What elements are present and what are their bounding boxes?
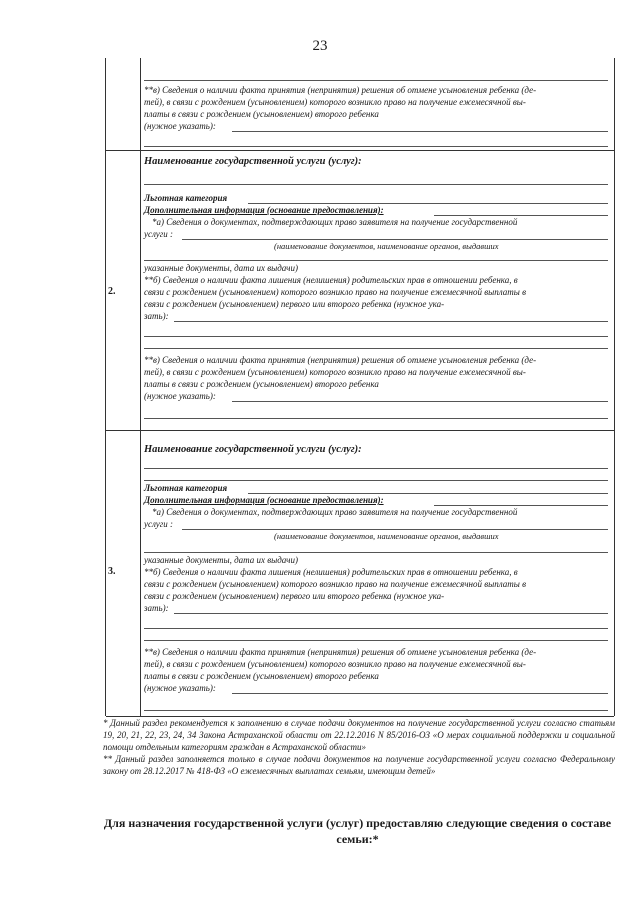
fill-line[interactable] bbox=[232, 131, 608, 132]
item-v-text-3: платы в связи с рождением (усыновлением) второго ребенка bbox=[144, 671, 379, 681]
item-b-text-3: связи с рождением (усыновлением) первого или второго ребенка (нужное ука- bbox=[144, 299, 445, 309]
item-b-text-4: зать): bbox=[144, 311, 169, 321]
fill-line[interactable] bbox=[144, 710, 608, 711]
blank-line bbox=[144, 80, 608, 81]
row-number: 3. bbox=[108, 566, 116, 577]
item-b-text-2: связи с рождением (усыновлением) которого возникло право на получение ежемесячной выплаты в bbox=[144, 287, 526, 297]
footnote-2: ** Данный раздел заполняется только в случае подачи документов на получение государственной услуги согласно Федеральному закону от 28.12.2017 № 418-ФЗ «О ежемесячных выплатах семьям, имеющим детей» bbox=[103, 754, 615, 776]
footnote-1: * Данный раздел рекомендуется к заполнению в случае подачи документов на получение государственной услуги согласно статьям 19, 20, 21, 22, 23, 24, 34 Закона Астраханской области от 22.12.2016 N 85/2016-ОЗ «О мерах социальной поддержки и социальной помощи отдельным категориям граждан в Астраханской области» bbox=[103, 718, 615, 752]
fill-line[interactable] bbox=[232, 401, 608, 402]
fill-line[interactable] bbox=[232, 693, 608, 694]
footnotes bbox=[103, 717, 615, 777]
item-v-text-4: (нужное указать): bbox=[144, 391, 216, 401]
row1-item-v-text-3: платы в связи с рождением (усыновлением) второго ребенка bbox=[144, 109, 379, 119]
fill-line[interactable] bbox=[144, 418, 608, 419]
item-a-text-2: услуги : bbox=[144, 519, 174, 529]
item-b-text-4: зать): bbox=[144, 603, 169, 613]
row1-item-v-text-4: (нужное указать): bbox=[144, 121, 216, 131]
row-divider bbox=[106, 430, 614, 431]
form-table bbox=[105, 58, 615, 716]
fill-line[interactable] bbox=[144, 628, 608, 629]
category-label: Льготная категория bbox=[144, 193, 228, 203]
additional-info-label: Дополнительная информация (основание предоставления): bbox=[144, 205, 384, 215]
fill-line[interactable] bbox=[174, 613, 608, 614]
item-b-text-3: связи с рождением (усыновлением) первого или второго ребенка (нужное ука- bbox=[144, 591, 445, 601]
item-v-text-2: тей), в связи с рождением (усыновлением) которого возникло право на получение ежемесячной вы- bbox=[144, 367, 526, 377]
item-b-text-1: **б) Сведения о наличии факта лишения (нелишения) родительских прав в отношении ребенка, в bbox=[144, 275, 518, 285]
item-v-text-1: **в) Сведения о наличии факта принятия (непринятия) решения об отмене усыновления ребенка (де- bbox=[144, 647, 537, 657]
item-a-text-1: *а) Сведения о документах, подтверждающих право заявителя на получение государственной bbox=[152, 217, 518, 227]
row1-item-v-text-2: тей), в связи с рождением (усыновлением) которого возникло право на получение ежемесячной вы- bbox=[144, 97, 526, 107]
item-v-text-1: **в) Сведения о наличии факта принятия (непринятия) решения об отмене усыновления ребенка (де- bbox=[144, 355, 537, 365]
service-title: Наименование государственной услуги (услуг): bbox=[144, 156, 362, 167]
service-title: Наименование государственной услуги (услуг): bbox=[144, 444, 362, 455]
item-a-text-2: услуги : bbox=[144, 229, 174, 239]
row-divider bbox=[106, 150, 614, 151]
item-a-caption: (наименование документов, наименование органов, выдавших bbox=[274, 241, 499, 251]
fill-line[interactable] bbox=[144, 552, 608, 553]
item-v-text-2: тей), в связи с рождением (усыновлением) которого возникло право на получение ежемесячной вы- bbox=[144, 659, 526, 669]
item-a-text-1: *а) Сведения о документах, подтверждающих право заявителя на получение государственной bbox=[152, 507, 518, 517]
fill-line[interactable] bbox=[144, 260, 608, 261]
fill-line[interactable] bbox=[174, 321, 608, 322]
fill-line[interactable] bbox=[144, 468, 608, 469]
fill-line[interactable] bbox=[144, 336, 608, 337]
item-a-text-3: указанные документы, дата их выдачи) bbox=[144, 263, 298, 273]
fill-line[interactable] bbox=[144, 184, 608, 185]
page-number: 23 bbox=[312, 38, 328, 54]
family-composition-heading: Для назначения государственной услуги (услуг) предоставляю следующие сведения о составе семьи:* bbox=[103, 816, 612, 846]
fill-line[interactable] bbox=[144, 348, 608, 349]
additional-info-label: Дополнительная информация (основание предоставления): bbox=[144, 495, 384, 505]
column-divider bbox=[140, 58, 141, 716]
item-a-caption: (наименование документов, наименование органов, выдавших bbox=[274, 531, 499, 541]
item-v-text-4: (нужное указать): bbox=[144, 683, 216, 693]
row1-item-v-text-1: **в) Сведения о наличии факта принятия (непринятия) решения об отмене усыновления ребенка (де- bbox=[144, 85, 537, 95]
fill-line[interactable] bbox=[144, 640, 608, 641]
category-label: Льготная категория bbox=[144, 483, 228, 493]
item-v-text-3: платы в связи с рождением (усыновлением) второго ребенка bbox=[144, 379, 379, 389]
item-b-text-2: связи с рождением (усыновлением) которого возникло право на получение ежемесячной выплаты в bbox=[144, 579, 526, 589]
fill-line[interactable] bbox=[144, 480, 608, 481]
fill-line[interactable] bbox=[144, 146, 608, 147]
row-number: 2. bbox=[108, 286, 116, 297]
item-a-text-3: указанные документы, дата их выдачи) bbox=[144, 555, 298, 565]
item-b-text-1: **б) Сведения о наличии факта лишения (нелишения) родительских прав в отношении ребенка, в bbox=[144, 567, 518, 577]
